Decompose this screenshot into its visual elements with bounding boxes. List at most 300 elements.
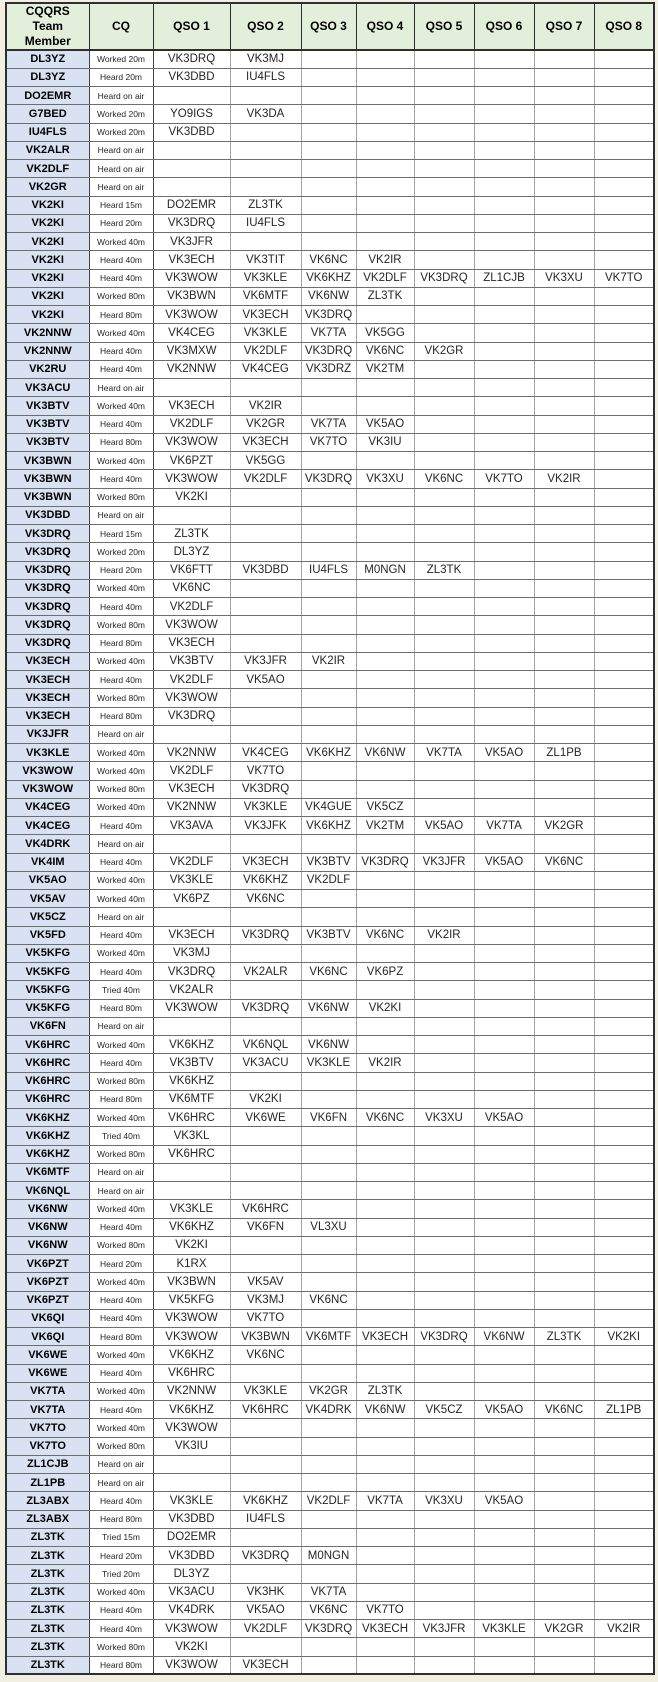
- qso-cell: [594, 360, 654, 378]
- qso-cell: VK2DLF: [153, 853, 230, 871]
- qso-cell: [414, 160, 474, 178]
- cq-cell: Heard on air: [89, 160, 153, 178]
- qso-cell: VK3KLE: [230, 1382, 301, 1400]
- cq-cell: Heard on air: [89, 379, 153, 397]
- qso-cell: [153, 1017, 230, 1035]
- qso-cell: [534, 87, 594, 105]
- qso-cell: IU4FLS: [230, 214, 301, 232]
- qso-cell: [474, 1200, 534, 1218]
- qso-cell: VK2DLF: [301, 871, 356, 889]
- member-cell: VK6WE: [6, 1346, 89, 1364]
- qso-cell: [414, 1601, 474, 1619]
- qso-cell: [230, 141, 301, 159]
- qso-cell: YO9IGS: [153, 105, 230, 123]
- table-row: [6, 1145, 654, 1163]
- qso-cell: [474, 488, 534, 506]
- qso-cell: [356, 397, 414, 415]
- member-cell: VK6NW: [6, 1236, 89, 1254]
- qso-cell: [534, 415, 594, 433]
- qso-cell: [356, 1565, 414, 1583]
- member-cell: VK3DRQ: [6, 616, 89, 634]
- cq-cell: Tried 15m: [89, 1528, 153, 1546]
- table-row: [6, 817, 654, 835]
- table-row: [6, 141, 654, 159]
- qso-cell: [414, 1656, 474, 1674]
- qso-cell: [534, 196, 594, 214]
- qso-cell: [356, 233, 414, 251]
- qso-cell: [414, 1547, 474, 1565]
- qso-cell: [414, 251, 474, 269]
- qso-cell: VK3TIT: [230, 251, 301, 269]
- cq-cell: Heard 80m: [89, 634, 153, 652]
- member-cell: ZL3ABX: [6, 1492, 89, 1510]
- qso-cell: [356, 105, 414, 123]
- qso-cell: [534, 506, 594, 524]
- qso-cell: [301, 123, 356, 141]
- member-cell: VK3DRQ: [6, 561, 89, 579]
- qso-cell: [414, 196, 474, 214]
- column-header-qso-8: QSO 8: [594, 3, 654, 50]
- qso-cell: [594, 926, 654, 944]
- table-row: [6, 287, 654, 305]
- qso-cell: VK3BTV: [301, 853, 356, 871]
- qso-cell: [356, 1182, 414, 1200]
- qso-cell: [594, 251, 654, 269]
- member-cell: VK6MTF: [6, 1163, 89, 1181]
- qso-cell: [594, 1583, 654, 1601]
- qso-cell: [474, 1090, 534, 1108]
- qso-cell: [594, 1601, 654, 1619]
- qso-cell: [474, 1127, 534, 1145]
- qso-cell: [414, 1218, 474, 1236]
- table-row: [6, 470, 654, 488]
- qso-cell: [594, 160, 654, 178]
- qso-cell: VK3WOW: [153, 1419, 230, 1437]
- qso-cell: [301, 689, 356, 707]
- member-cell: VK3DRQ: [6, 525, 89, 543]
- qso-cell: [594, 452, 654, 470]
- qso-cell: [594, 214, 654, 232]
- qso-cell: VK2IR: [414, 926, 474, 944]
- table-row: [6, 1036, 654, 1054]
- qso-cell: [414, 1346, 474, 1364]
- qso-cell: VK5AO: [474, 744, 534, 762]
- qso-cell: [594, 1218, 654, 1236]
- cq-cell: Worked 20m: [89, 50, 153, 68]
- qso-cell: VK2NNW: [153, 1382, 230, 1400]
- member-cell: VK2NNW: [6, 342, 89, 360]
- qso-cell: [474, 178, 534, 196]
- qso-cell: [230, 981, 301, 999]
- member-cell: VK3ECH: [6, 707, 89, 725]
- column-header-qso-5: QSO 5: [414, 3, 474, 50]
- qso-cell: VK2TM: [356, 817, 414, 835]
- qso-cell: [414, 1528, 474, 1546]
- cq-cell: Heard 80m: [89, 707, 153, 725]
- qso-cell: [230, 1145, 301, 1163]
- qso-cell: [301, 214, 356, 232]
- qso-cell: [474, 598, 534, 616]
- table-row: [6, 1072, 654, 1090]
- qso-cell: [594, 652, 654, 670]
- table-row: [6, 379, 654, 397]
- qso-cell: [594, 1547, 654, 1565]
- qso-cell: [534, 652, 594, 670]
- qso-cell: [414, 1090, 474, 1108]
- qso-cell: [534, 1090, 594, 1108]
- cq-cell: Heard 15m: [89, 196, 153, 214]
- qso-cell: VK5AO: [356, 415, 414, 433]
- qso-cell: [594, 853, 654, 871]
- qso-cell: [356, 1656, 414, 1674]
- qso-cell: [594, 379, 654, 397]
- qso-cell: [534, 798, 594, 816]
- qso-cell: [474, 1547, 534, 1565]
- qso-cell: [230, 178, 301, 196]
- table-row: [6, 1346, 654, 1364]
- qso-cell: VK3WOW: [153, 269, 230, 287]
- qso-cell: VK5AO: [474, 1401, 534, 1419]
- qso-cell: [594, 1072, 654, 1090]
- table-row: [6, 543, 654, 561]
- qso-cell: [534, 671, 594, 689]
- qso-cell: [301, 1145, 356, 1163]
- cq-cell: Worked 40m: [89, 744, 153, 762]
- member-cell: VK5KFG: [6, 981, 89, 999]
- table-row: [6, 671, 654, 689]
- qso-cell: VK5KFG: [153, 1291, 230, 1309]
- qso-cell: [414, 999, 474, 1017]
- cq-cell: Heard 40m: [89, 1364, 153, 1382]
- table-row: [6, 1620, 654, 1638]
- qso-cell: [414, 616, 474, 634]
- qso-cell: [534, 1036, 594, 1054]
- table-row: [6, 871, 654, 889]
- qso-cell: [356, 1127, 414, 1145]
- qso-cell: VK3DRQ: [301, 1620, 356, 1638]
- cq-cell: Heard 40m: [89, 1620, 153, 1638]
- qso-cell: [534, 890, 594, 908]
- qso-cell: [534, 780, 594, 798]
- cq-cell: Heard 80m: [89, 1090, 153, 1108]
- qso-cell: [153, 1455, 230, 1473]
- qso-cell: VK2DLF: [153, 762, 230, 780]
- qso-cell: [474, 1455, 534, 1473]
- qso-cell: [534, 1510, 594, 1528]
- qso-cell: [301, 616, 356, 634]
- table-row: [6, 233, 654, 251]
- member-cell: VK3KLE: [6, 744, 89, 762]
- qso-cell: [414, 1419, 474, 1437]
- qso-cell: VK3ECH: [230, 853, 301, 871]
- qso-cell: [534, 981, 594, 999]
- qso-cell: [230, 1364, 301, 1382]
- qso-cell: VK6NC: [356, 926, 414, 944]
- column-header-qso-2: QSO 2: [230, 3, 301, 50]
- qso-cell: [534, 598, 594, 616]
- qso-cell: VK5AO: [230, 1601, 301, 1619]
- member-cell: VK2NNW: [6, 324, 89, 342]
- table-row: [6, 853, 654, 871]
- qso-cell: VK5AO: [474, 853, 534, 871]
- table-row: [6, 981, 654, 999]
- cq-cell: Worked 40m: [89, 452, 153, 470]
- qso-cell: [594, 287, 654, 305]
- qso-cell: [534, 579, 594, 597]
- qso-cell: [594, 1163, 654, 1181]
- member-cell: ZL1PB: [6, 1474, 89, 1492]
- cq-cell: Heard 20m: [89, 1255, 153, 1273]
- qso-cell: [301, 1072, 356, 1090]
- qso-cell: [534, 1218, 594, 1236]
- qso-cell: [356, 1291, 414, 1309]
- qso-cell: [534, 1309, 594, 1327]
- qso-cell: [474, 1528, 534, 1546]
- qso-cell: [534, 1547, 594, 1565]
- qso-cell: [414, 105, 474, 123]
- qso-cell: [594, 415, 654, 433]
- qso-cell: [230, 488, 301, 506]
- member-cell: VK3ACU: [6, 379, 89, 397]
- qso-cell: VK6MTF: [153, 1090, 230, 1108]
- qso-cell: [594, 725, 654, 743]
- qso-cell: VK3DBD: [153, 68, 230, 86]
- qso-cell: [474, 1182, 534, 1200]
- member-cell: VK3WOW: [6, 762, 89, 780]
- qso-cell: [534, 306, 594, 324]
- qso-cell: [474, 233, 534, 251]
- qso-cell: [474, 1474, 534, 1492]
- qso-cell: [414, 1072, 474, 1090]
- qso-cell: [534, 233, 594, 251]
- table-row: [6, 1017, 654, 1035]
- qso-cell: [594, 1309, 654, 1327]
- member-cell: DL3YZ: [6, 50, 89, 68]
- qso-cell: VK6NW: [356, 1401, 414, 1419]
- qso-cell: ZL3TK: [356, 1382, 414, 1400]
- qso-cell: VK3KL: [153, 1127, 230, 1145]
- qso-cell: [301, 543, 356, 561]
- cq-cell: Tried 40m: [89, 981, 153, 999]
- qso-cell: [594, 1492, 654, 1510]
- qso-cell: VK3WOW: [153, 470, 230, 488]
- member-cell: VK7TA: [6, 1382, 89, 1400]
- member-cell: VK6PZT: [6, 1255, 89, 1273]
- qso-cell: VK6KHZ: [153, 1401, 230, 1419]
- cq-cell: Heard 40m: [89, 1309, 153, 1327]
- qso-cell: [301, 1255, 356, 1273]
- qso-cell: [301, 762, 356, 780]
- cq-cell: Tried 40m: [89, 1127, 153, 1145]
- table-row: [6, 452, 654, 470]
- member-cell: VK3DRQ: [6, 598, 89, 616]
- member-cell: VK7TO: [6, 1437, 89, 1455]
- qso-cell: [474, 324, 534, 342]
- table-row: [6, 1109, 654, 1127]
- member-cell: ZL1CJB: [6, 1455, 89, 1473]
- table-row: [6, 1090, 654, 1108]
- qso-cell: [356, 1474, 414, 1492]
- qso-cell: VK6HRC: [153, 1145, 230, 1163]
- qso-cell: [594, 1656, 654, 1674]
- qso-cell: [414, 1273, 474, 1291]
- qso-cell: [594, 306, 654, 324]
- cq-cell: Heard 40m: [89, 1291, 153, 1309]
- qso-cell: [414, 1638, 474, 1656]
- table-row: [6, 306, 654, 324]
- qso-cell: VK3JFR: [230, 652, 301, 670]
- table-row: [6, 1309, 654, 1327]
- qso-cell: VK3DBD: [230, 561, 301, 579]
- qso-cell: [230, 634, 301, 652]
- qso-cell: [414, 634, 474, 652]
- member-cell: IU4FLS: [6, 123, 89, 141]
- qso-cell: [474, 141, 534, 159]
- member-cell: VK6KHZ: [6, 1145, 89, 1163]
- cq-cell: Tried 20m: [89, 1565, 153, 1583]
- cq-cell: Worked 80m: [89, 287, 153, 305]
- qso-cell: VK3JFR: [153, 233, 230, 251]
- table-header: [6, 3, 654, 50]
- qso-cell: [356, 543, 414, 561]
- qso-cell: [356, 178, 414, 196]
- qso-cell: [594, 68, 654, 86]
- qso-cell: VK6FN: [301, 1109, 356, 1127]
- qso-cell: [594, 598, 654, 616]
- table-row: [6, 1127, 654, 1145]
- qso-cell: VK6PZ: [153, 890, 230, 908]
- qso-cell: [356, 598, 414, 616]
- qso-cell: [230, 944, 301, 962]
- qso-cell: VK7TA: [301, 324, 356, 342]
- qso-cell: VK2GR: [534, 1620, 594, 1638]
- qso-cell: [230, 1236, 301, 1254]
- cq-cell: Heard 40m: [89, 671, 153, 689]
- qso-cell: K1RX: [153, 1255, 230, 1273]
- qso-cell: [230, 908, 301, 926]
- qso-cell: VL3XU: [301, 1218, 356, 1236]
- qso-cell: [594, 433, 654, 451]
- cq-cell: Heard on air: [89, 178, 153, 196]
- qso-cell: [474, 123, 534, 141]
- qso-cell: VK3WOW: [153, 1620, 230, 1638]
- cq-cell: Heard 20m: [89, 561, 153, 579]
- qso-cell: [414, 1382, 474, 1400]
- qso-cell: [356, 1638, 414, 1656]
- qso-cell: VK3DBD: [153, 123, 230, 141]
- qso-cell: [594, 196, 654, 214]
- qso-cell: VK2IR: [594, 1620, 654, 1638]
- member-cell: VK3BWN: [6, 452, 89, 470]
- table-row: [6, 579, 654, 597]
- qso-cell: [301, 981, 356, 999]
- member-cell: ZL3TK: [6, 1583, 89, 1601]
- qso-cell: [594, 689, 654, 707]
- qso-cell: [534, 287, 594, 305]
- qso-cell: VK4CEG: [230, 744, 301, 762]
- qso-cell: [594, 762, 654, 780]
- qso-cell: VK6FTT: [153, 561, 230, 579]
- qso-cell: [356, 1346, 414, 1364]
- member-cell: ZL3TK: [6, 1565, 89, 1583]
- cq-cell: Heard 40m: [89, 1601, 153, 1619]
- qso-cell: [594, 1528, 654, 1546]
- qso-cell: VK2KI: [356, 999, 414, 1017]
- qso-cell: [230, 1565, 301, 1583]
- cq-cell: Heard 20m: [89, 68, 153, 86]
- qso-cell: [594, 1638, 654, 1656]
- qso-cell: [356, 1236, 414, 1254]
- qso-cell: VK3DRQ: [301, 306, 356, 324]
- qso-cell: [301, 1309, 356, 1327]
- member-cell: VK3WOW: [6, 780, 89, 798]
- qso-cell: [594, 963, 654, 981]
- qso-cell: VK3WOW: [153, 433, 230, 451]
- qso-cell: [414, 1145, 474, 1163]
- qso-cell: [301, 835, 356, 853]
- qso-cell: [534, 1072, 594, 1090]
- cq-cell: Heard 80m: [89, 433, 153, 451]
- qso-cell: [474, 963, 534, 981]
- qso-cell: [414, 1510, 474, 1528]
- qso-cell: [414, 214, 474, 232]
- member-cell: VK4IM: [6, 853, 89, 871]
- member-cell: VK3ECH: [6, 652, 89, 670]
- qso-cell: ZL3TK: [356, 287, 414, 305]
- member-cell: VK5FD: [6, 926, 89, 944]
- qso-cell: [594, 1127, 654, 1145]
- table-row: [6, 87, 654, 105]
- member-cell: VK6HRC: [6, 1072, 89, 1090]
- qso-cell: VK6NC: [230, 1346, 301, 1364]
- qso-cell: VK2DLF: [230, 470, 301, 488]
- qso-cell: VK3DRQ: [153, 50, 230, 68]
- member-cell: VK4DRK: [6, 835, 89, 853]
- table-row: [6, 1638, 654, 1656]
- qso-cell: [230, 598, 301, 616]
- qso-cell: [594, 616, 654, 634]
- qso-cell: [414, 233, 474, 251]
- qso-cell: VK6NC: [534, 1401, 594, 1419]
- qso-cell: VK6NW: [301, 287, 356, 305]
- cq-cell: Heard 40m: [89, 926, 153, 944]
- qso-cell: [534, 452, 594, 470]
- qso-cell: [301, 1455, 356, 1473]
- qso-cell: [301, 707, 356, 725]
- qso-cell: [301, 1273, 356, 1291]
- qso-cell: [594, 87, 654, 105]
- qso-cell: VK2IR: [534, 470, 594, 488]
- qso-cell: [534, 762, 594, 780]
- qso-cell: VK6NC: [230, 890, 301, 908]
- qso-cell: [230, 1638, 301, 1656]
- qso-cell: [153, 379, 230, 397]
- qso-cell: [301, 944, 356, 962]
- qso-cell: ZL3TK: [153, 525, 230, 543]
- qso-cell: [356, 379, 414, 397]
- qso-cell: VK6KHZ: [301, 817, 356, 835]
- qso-cell: [534, 908, 594, 926]
- qso-cell: VK7TO: [594, 269, 654, 287]
- qso-cell: [301, 908, 356, 926]
- qso-cell: VK2TM: [356, 360, 414, 378]
- cq-cell: Worked 40m: [89, 579, 153, 597]
- qso-cell: [474, 196, 534, 214]
- qso-cell: ZL1PB: [594, 1401, 654, 1419]
- qso-cell: VK6NQL: [230, 1036, 301, 1054]
- qso-cell: [474, 397, 534, 415]
- table-row: [6, 251, 654, 269]
